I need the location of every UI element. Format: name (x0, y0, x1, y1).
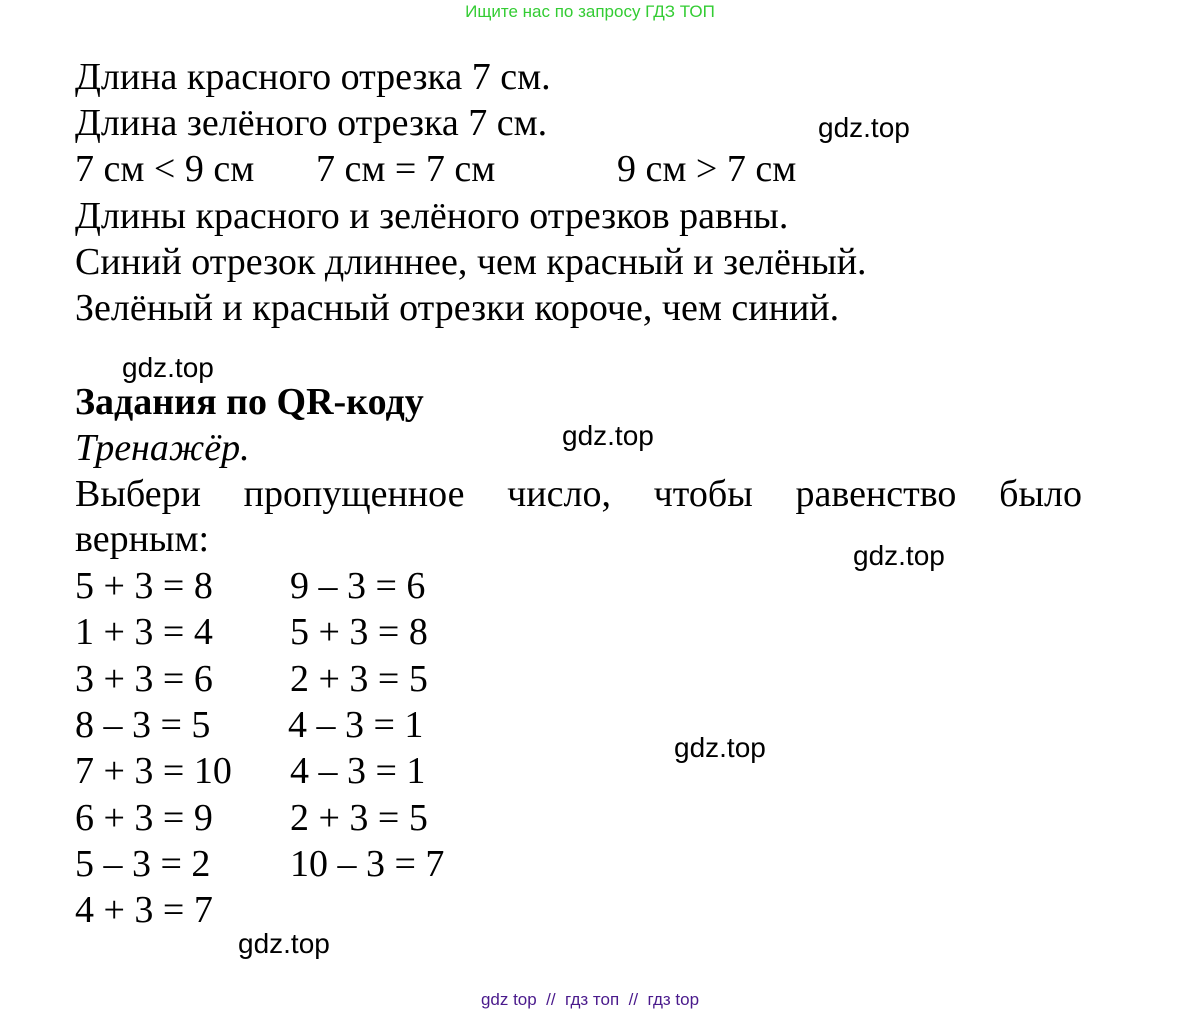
equation-right: 5 + 3 = 8 (290, 611, 428, 653)
task-line-1 (75, 475, 1082, 513)
equation-left: 5 + 3 = 8 (75, 565, 213, 607)
equation-left: 8 – 3 = 5 (75, 704, 211, 746)
text-line-blue-longer: Синий отрезок длиннее, чем красный и зелёный. (75, 241, 867, 283)
equation-left: 7 + 3 = 10 (75, 750, 232, 792)
top-banner[interactable]: Ищите нас по запросу ГДЗ ТОП (465, 2, 715, 21)
task-word: пропущенное (243, 473, 465, 515)
equation-right: 4 – 3 = 1 (290, 750, 426, 792)
equation-left: 5 – 3 = 2 (75, 843, 211, 885)
footer-links[interactable]: gdz top // гдз топ // гдз top (480, 990, 700, 1009)
text-line-shorter: Зелёный и красный отрезки короче, чем синий. (75, 287, 840, 329)
watermark: gdz.top (818, 112, 910, 143)
watermark: gdz.top (853, 540, 945, 571)
comparison-3: 9 см > 7 см (617, 148, 797, 190)
equation-left: 1 + 3 = 4 (75, 611, 213, 653)
equation-right: 2 + 3 = 5 (290, 797, 428, 839)
section-subtitle: Тренажёр. (75, 427, 250, 469)
comparison-1: 7 см < 9 см (75, 148, 255, 190)
equation-right: 2 + 3 = 5 (290, 658, 428, 700)
watermark: gdz.top (122, 352, 214, 383)
task-word: чтобы (653, 473, 753, 515)
text-line-green-length: Длина зелёного отрезка 7 см. (75, 102, 548, 144)
equation-left: 3 + 3 = 6 (75, 658, 213, 700)
comparison-2: 7 см = 7 см (316, 148, 496, 190)
text-line-red-length: Длина красного отрезка 7 см. (75, 56, 551, 98)
equation-right: 4 – 3 = 1 (288, 704, 424, 746)
equation-left: 6 + 3 = 9 (75, 797, 213, 839)
watermark: gdz.top (238, 928, 330, 959)
task-word: равенство (795, 473, 957, 515)
task-word: Выбери (75, 473, 201, 515)
watermark: gdz.top (562, 420, 654, 451)
task-word: число, (507, 473, 611, 515)
equation-left: 4 + 3 = 7 (75, 889, 213, 931)
watermark: gdz.top (674, 732, 766, 763)
section-heading: Задания по QR-коду (75, 381, 424, 423)
task-word: было (999, 473, 1082, 515)
text-line-equal: Длины красного и зелёного отрезков равны. (75, 195, 789, 237)
equation-right: 10 – 3 = 7 (290, 843, 445, 885)
equation-right: 9 – 3 = 6 (290, 565, 426, 607)
task-line-2: верным: (75, 518, 210, 560)
